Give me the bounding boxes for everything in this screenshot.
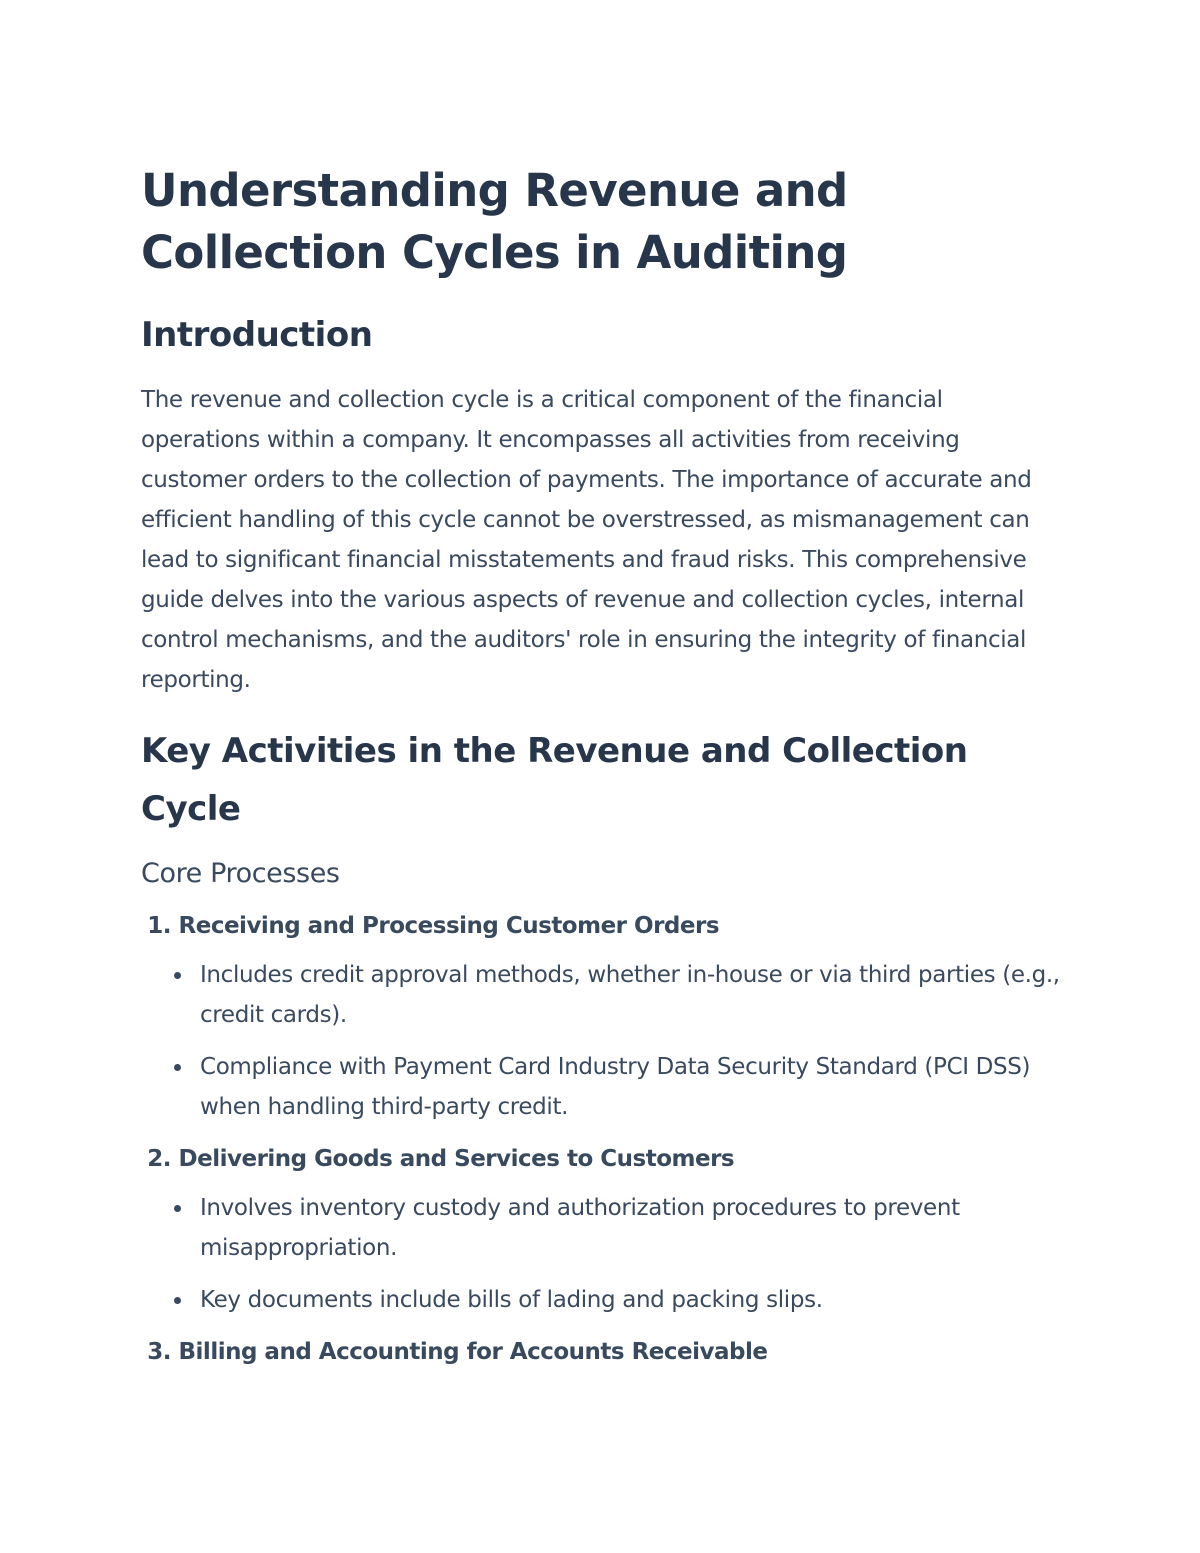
process-title-text: Receiving and Processing Customer Orders (178, 913, 720, 939)
list-item-text: Compliance with Payment Card Industry Data Security Standard (PCI DSS) when handling third-party credit. (200, 1054, 1031, 1120)
process-item (141, 1335, 1061, 1369)
introduction-paragraph: The revenue and collection cycle is a critical component of the financial operations within a company. It encompasses all activities from receiving customer orders to the collection of payments. The importance of accurate and efficient handling of this cycle cannot be overstressed, as mismanagement can lead to significant financial misstatements and fraud risks. This comprehensive guide delves into the various aspects of revenue and collection cycles, internal control mechanisms, and the auditors' role in ensuring the integrity of financial reporting. (141, 387, 1032, 693)
process-title (141, 1335, 1061, 1369)
list-item (141, 955, 1061, 1035)
document-page (141, 160, 1061, 1369)
process-title-text: Delivering Goods and Services to Customers (178, 1146, 735, 1172)
list-item-text: Key documents include bills of lading and packing slips. (200, 1287, 823, 1313)
core-processes-list (141, 909, 1061, 1369)
process-item (141, 1142, 1061, 1320)
process-number: 2. (147, 1146, 171, 1172)
list-item (141, 1188, 1061, 1268)
bullet-icon (174, 1064, 181, 1071)
process-title (141, 909, 1061, 943)
list-item (141, 1047, 1061, 1127)
process-title-text: Billing and Accounting for Accounts Receivable (178, 1339, 768, 1365)
process-points (141, 955, 1061, 1127)
process-item (141, 909, 1061, 1127)
process-title (141, 1142, 1061, 1176)
process-number: 3. (147, 1339, 171, 1365)
process-number: 1. (147, 913, 171, 939)
core-processes-subheading: Core Processes (141, 858, 340, 889)
bullet-icon (174, 1297, 181, 1304)
list-item-text: Includes credit approval methods, whether in-house or via third parties (e.g., credit cards). (200, 962, 1060, 1028)
bullet-icon (174, 972, 181, 979)
introduction-heading: Introduction (141, 315, 373, 355)
process-points (141, 1188, 1061, 1320)
key-activities-heading: Key Activities in the Revenue and Collection Cycle (141, 731, 968, 829)
document-title: Understanding Revenue and Collection Cycles in Auditing (141, 164, 848, 279)
list-item (141, 1280, 1061, 1320)
list-item-text: Involves inventory custody and authorization procedures to prevent misappropriation. (200, 1195, 960, 1261)
bullet-icon (174, 1205, 181, 1212)
